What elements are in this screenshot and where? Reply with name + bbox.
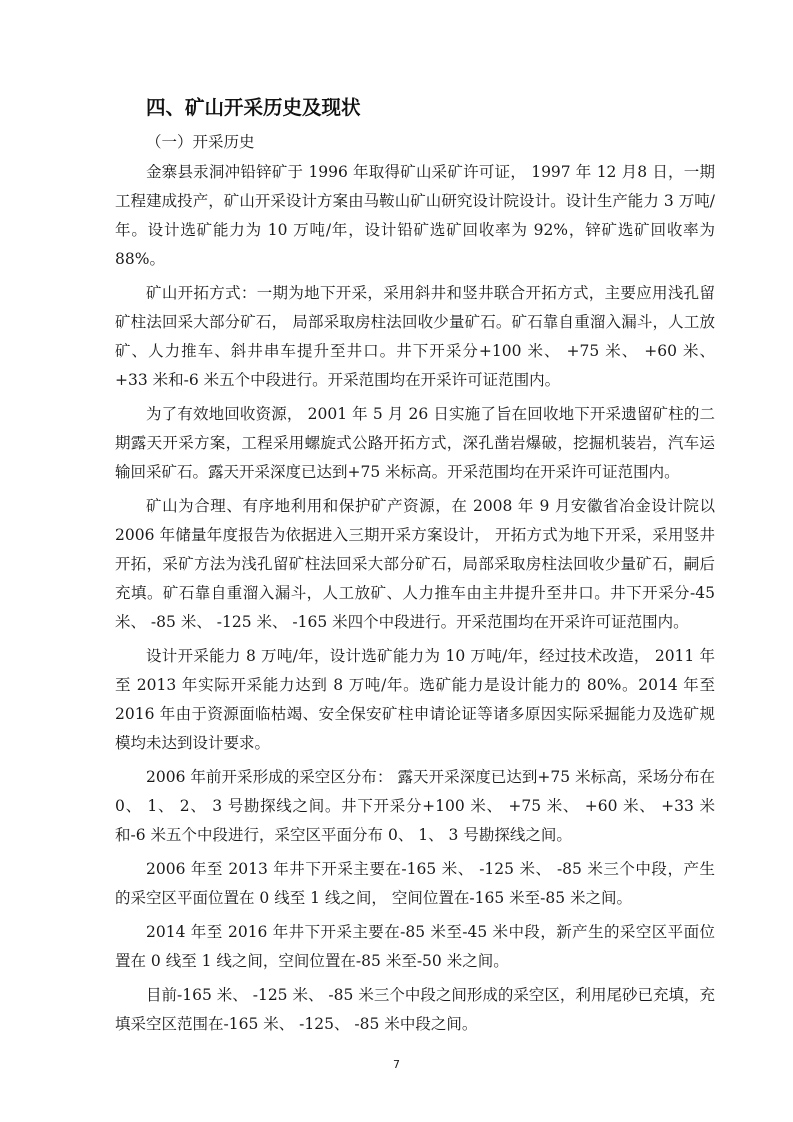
paragraph-backfill-status: 目前-165 米、 -125 米、 -85 米三个中段之间形成的采空区，利用尾砂已充填，充填采空区范围在-165 米、 -125、 -85 米中段之间。 (115, 986, 715, 1033)
paragraph-goaf-2006-2013: 2006 年至 2013 年井下开采主要在-165 米、 -125 米、 -85 米三个中段，产生的采空区平面位置在 0 线至 1 线之间， 空间位置在-165 米至-85 米之间。 (115, 860, 715, 907)
paragraph-phase-one-method: 矿山开拓方式：一期为地下开采，采用斜井和竖井联合开拓方式，主要应用浅孔留矿柱法回采大部分矿石， 局部采取房柱法回收少量矿石。矿石靠自重溜入漏斗，人工放矿、人力推车、斜井串车提升至井口。井下开采分+100 米、 +75 米、 +60 米、 +33 米和-6 米五个中段进行。开采范围均在开采许可证范围内。 (115, 284, 715, 389)
body-text (115, 158, 715, 1044)
paragraph-goaf-2014-2016: 2014 年至 2016 年井下开采主要在-85 米至-45 米中段，新产生的采空区平面位置在 0 线至 1 线之间，空间位置在-85 米至-50 米之间。 (115, 923, 715, 970)
paragraph-phase-three-design: 矿山为合理、有序地利用和保护矿产资源，在 2008 年 9 月安徽省冶金设计院以 2006 年储量年度报告为依据进入三期开采方案设计， 开拓方式为地下开采，采用竖井开拓，采矿方法为浅孔留矿柱法回采大部分矿石，局部采取房柱法回收少量矿石，嗣后充填。矿石靠自重溜入漏斗，人工放矿、人力推车由主井提升至井口。井下开采分-45 米、 -85 米、 -125 米、 -165 米四个中段进行。开采范围均在开采许可证范围内。 (115, 497, 715, 631)
paragraph-phase-two-open-pit: 为了有效地回收资源， 2001 年 5 月 26 日实施了旨在回收地下开采遗留矿柱的二期露天开采方案，工程采用螺旋式公路开拓方式，深孔凿岩爆破，挖掘机装岩，汽车运输回采矿石。露天开采深度已达到+75 米标高。开采范围均在开采许可证范围内。 (115, 405, 715, 481)
section-heading: 四、矿山开采历史及现状 (146, 96, 361, 119)
paragraph-goaf-before-2006: 2006 年前开采形成的采空区分布： 露天开采深度已达到+75 米标高，采场分布在 0、 1、 2、 3 号勘探线之间。井下开采分+100 米、 +75 米、 +60 米、 +33 米和-6 米五个中段进行，采空区平面分布 0、 1、 3 号勘探线之间。 (115, 768, 715, 844)
paragraph-capacity: 设计开采能力 8 万吨/年，设计选矿能力为 10 万吨/年，经过技术改造， 2011 年至 2013 年实际开采能力达到 8 万吨/年。选矿能力是设计能力的 80%。2014 年至 2016 年由于资源面临枯竭、安全保安矿柱申请论证等诸多原因实际采掘能力及选矿规模均未达到设计要求。 (115, 647, 715, 752)
page-number: 7 (393, 1058, 400, 1071)
subsection-heading: （一）开采历史 (146, 133, 255, 151)
paragraph-license-history: 金寨县汞洞冲铅锌矿于 1996 年取得矿山采矿许可证， 1997 年 12 月8 日，一期工程建成投产，矿山开采设计方案由马鞍山矿山研究设计院设计。设计生产能力 3 万吨/年。设计选矿能力为 10 万吨/年，设计铅矿选矿回收率为 92%，锌矿选矿回收率为 88%。 (115, 163, 715, 268)
